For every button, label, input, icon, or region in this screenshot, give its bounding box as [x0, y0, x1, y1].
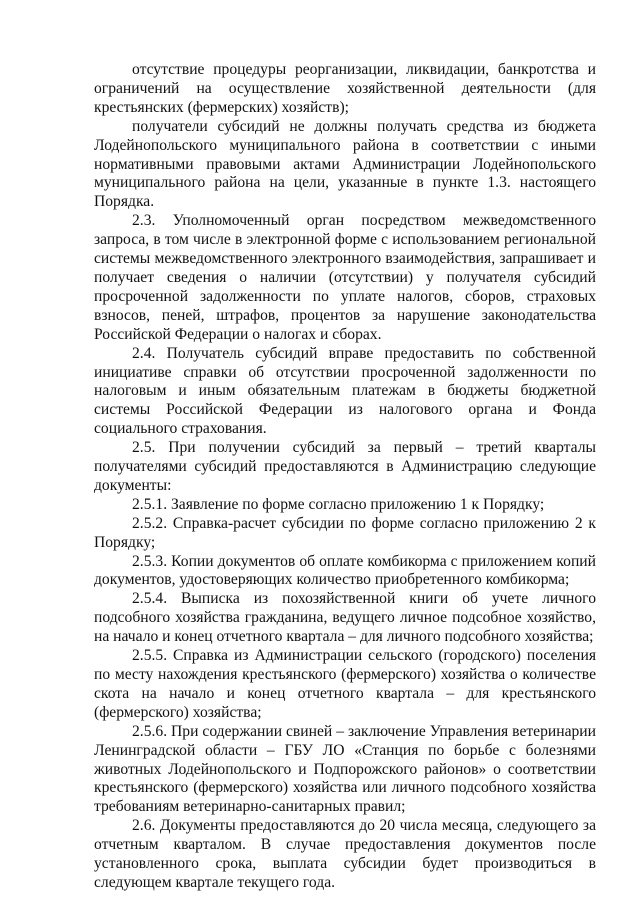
- paragraph-2-6-deadline: 2.6. Документы предоставляются до 20 числа месяца, следующего за отчетным кварталом. В случае предоставления документов после установленного срока, выплата субсидии будет производиться в следующем квартале текущего года.: [94, 817, 596, 891]
- paragraph-2-5-5-settlement-certificate: 2.5.5. Справка из Администрации сельского (городского) поселения по месту нахождения крестьянского (фермерского) хозяйства о количестве скота на начало и конец отчетного квартала – для крестьянского (фермерского) хозяйства;: [94, 647, 596, 721]
- paragraph-budget-funds: получатели субсидий не должны получать средства из бюджета Лодейнопольского муниципального района в соответствии с иными нормативными правовыми актами Администрации Лодейнопольского муниципального района на цели, указанные в пункте 1.3. настоящего Порядка.: [94, 117, 596, 211]
- paragraph-2-5-3-payment-copies: 2.5.3. Копии документов об оплате комбикорма с приложением копий документов, удостоверяющих количество приобретенного комбикорма;: [94, 552, 596, 589]
- paragraph-2-5-4-household-book: 2.5.4. Выписка из похозяйственной книги об учете личного подсобного хозяйства гражданина, ведущего личное подсобное хозяйство, на начало и конец отчетного квартала – для личного подсобного хозяйства;: [94, 590, 596, 646]
- paragraph-2-5-1-application: 2.5.1. Заявление по форме согласно приложению 1 к Порядку;: [132, 495, 545, 513]
- paragraph-2-4-certificates: 2.4. Получатель субсидий вправе предоставить по собственной инициативе справки об отсутствии просроченной задолженности по налоговым и иным обязательным платежам в бюджеты бюджетной системы Российской Федерации из налогового органа и Фонда социального страхования.: [94, 344, 596, 438]
- paragraph-2-5-6-veterinary: 2.5.6. При содержании свиней – заключение Управления ветеринарии Ленинградской области – ГБУ ЛО «Станция по борьбе с болезнями животных Лодейнопольского и Подпорожского районов» о соответствии крестьянского (фермерского) хозяйства или личного подсобного хозяйства требованиям ветеринарно-санитарных правил;: [94, 722, 596, 816]
- paragraph-2-5-2-calculation: 2.5.2. Справка-расчет субсидии по форме согласно приложению 2 к Порядку;: [94, 514, 596, 551]
- paragraph-2-3-interagency-request: 2.3. Уполномоченный орган посредством межведомственного запроса, в том числе в электронной форме с использованием региональной системы межведомственного электронного взаимодействия, запрашивает и получает сведения о наличии (отсутствии) у получателя субсидий просроченной задолженности по уплате налогов, сборов, страховых взносов, пеней, штрафов, процентов за нарушение законодательства Российской Федерации о налогах и сборах.: [94, 212, 596, 343]
- paragraph-business-restrictions: отсутствие процедуры реорганизации, ликвидации, банкротства и ограничений на осуществление хозяйственной деятельности (для крестьянских (фермерских) хозяйств);: [94, 61, 596, 116]
- paragraph-2-5-documents: 2.5. При получении субсидий за первый – третий кварталы получателями субсидий предоставляются в Администрацию следующие документы:: [94, 439, 596, 494]
